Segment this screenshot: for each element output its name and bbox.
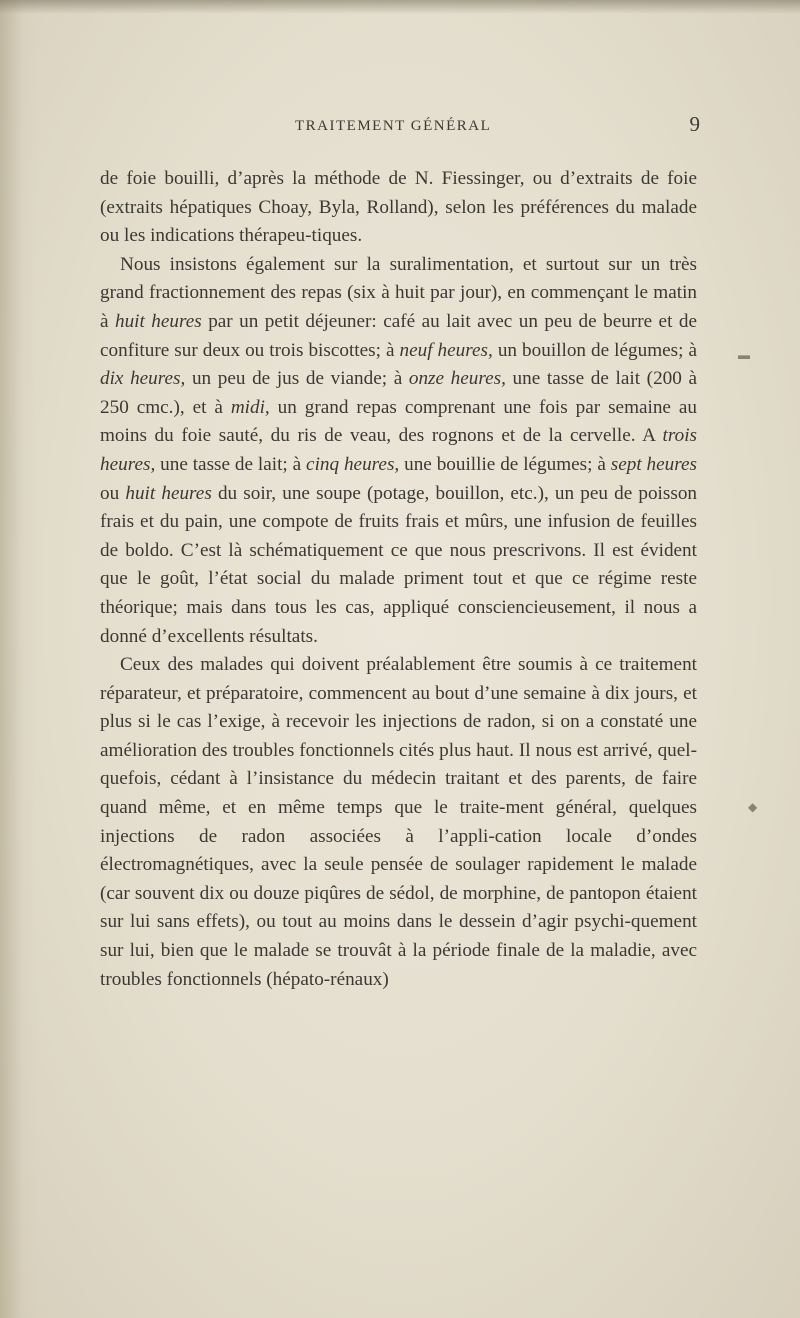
text-segment: un peu de jus de viande; à (185, 368, 409, 390)
margin-mark: ◆ (748, 800, 758, 814)
text-segment: une bouillie de légumes; à (399, 453, 611, 475)
page-number: 9 (689, 112, 700, 136)
text-segment: par un petit déjeuner: café au lait avec un peu de beurre et de confiture sur deux ou trois biscottes; à (100, 310, 697, 361)
italic-segment: sept heures (610, 453, 698, 475)
italic-segment: huit heures (125, 482, 212, 504)
page-edge-shadow (0, 0, 38, 1318)
text-segment: du soir, une soupe (potage, bouillon, etc.), un peu de poisson frais et du pain, une compote de fruits frais et mûrs, une infusion de feuilles de boldo. C’est là schématiquement ce que nous prescrivons. Il est évident que le goût, l’état social du malade priment tout et que ce régime reste théorique; mais dans tous les cas, appliqué consciencieusement, il nous a donné d’excellents résultats. (100, 482, 698, 647)
paragraph (100, 165, 697, 251)
italic-segment: huit heures (114, 310, 202, 332)
italic-segment: neuf heures, (399, 339, 493, 361)
paragraph (100, 251, 697, 651)
italic-segment: midi, (230, 396, 270, 418)
running-title: TRAITEMENT GÉNÉRAL (295, 118, 492, 134)
italic-segment: dix heures, (100, 368, 186, 390)
page-top-shadow (0, 0, 800, 14)
text-segment: une tasse de lait (200 à 250 cmc.), et à (100, 368, 697, 418)
text-segment: de foie bouilli, d’après la méthode de N. Fiessinger, ou d’extraits de foie (extraits hépatiques Choay, Byla, Rolland), selon les préférences du malade ou les indications thérapeu-tiques. (100, 168, 697, 247)
text-segment: un bouillon de légumes; à (492, 339, 697, 361)
italic-segment: cinq heures, (306, 453, 400, 475)
paragraph (100, 651, 697, 994)
text-segment: ou (100, 482, 126, 504)
page-header (100, 112, 700, 142)
body-text (100, 165, 697, 994)
text-segment: Ceux des malades qui doivent préalablement être soumis à ce traitement réparateur, et préparatoire, commencent au bout d’une semaine à dix jours, et plus si le cas l’exige, à recevoir les injections de radon, si on a constaté une amélioration des troubles fonctionnels cités plus haut. Il nous est arrivé, quel-quefois, cédant à l’insistance du médecin traitant et des parents, de faire quand même, et en même temps que le traite-ment général, quelques injections de radon associées à l’appli-cation locale d’ondes électromagnétiques, avec la seule pensée de soulager rapidement le malade (car souvent dix ou douze piqûres de sédol, de morphine, de pantopon étaient sur lui sans effets), ou tout au moins dans le dessein d’agir psychi-quement sur lui, bien que le malade se trouvât à la période finale de la maladie, avec troubles fonctionnels (hépato-rénaux) (100, 654, 697, 990)
italic-segment: onze heures, (408, 368, 506, 390)
margin-mark: ▬ (738, 348, 750, 362)
text-segment: un grand repas comprenant une fois par semaine au moins du foie sauté, du ris de veau, des rognons et de la cervelle. A (100, 396, 697, 447)
text-segment: Nous insistons également sur la suralimentation, et surtout sur un très grand fractionnement des repas (six à huit par jour), en commençant le matin à (100, 253, 697, 332)
italic-segment: trois heures, (100, 425, 697, 475)
text-segment: une tasse de lait; à (155, 453, 307, 475)
